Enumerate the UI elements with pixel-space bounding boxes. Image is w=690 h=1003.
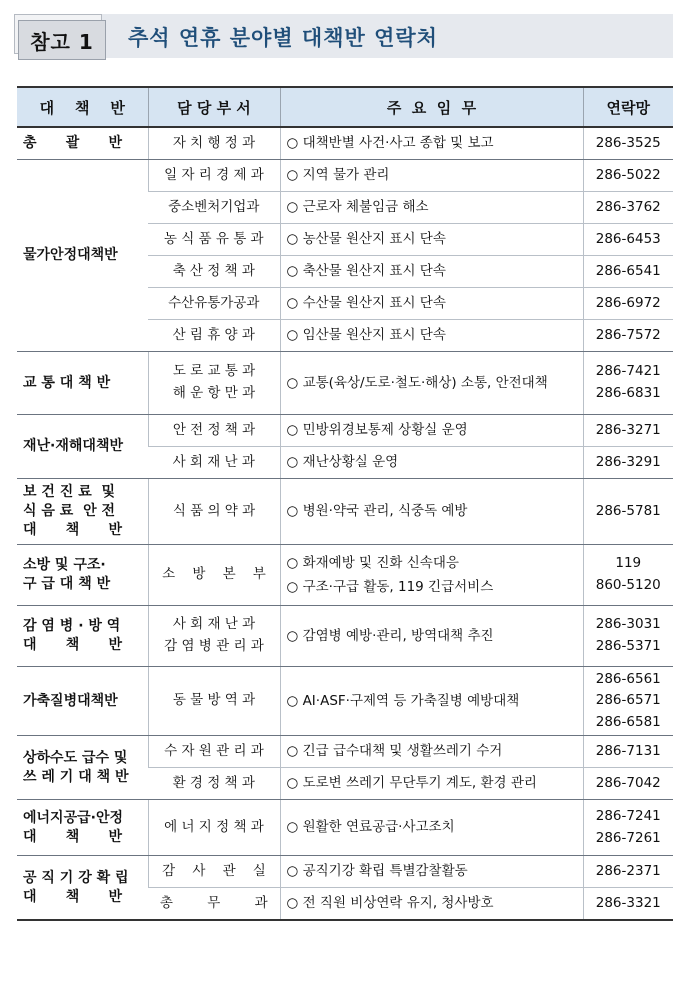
contact-cell <box>583 856 673 888</box>
cell-line: 286-6561 <box>595 670 661 687</box>
table-row <box>17 352 673 415</box>
cell-line: 환 경 정 책 과 <box>172 774 255 791</box>
duty-cell <box>280 320 583 352</box>
cell-line: 286-7241 <box>595 807 661 824</box>
cell-line: ○ 구조·구급 활동, 119 긴급서비스 <box>286 579 494 595</box>
duty-cell <box>280 800 583 856</box>
cell-line: 에너지공급·안정 <box>23 809 123 826</box>
cell-line: ○ 감염병 예방·관리, 방역대책 추진 <box>286 627 494 644</box>
duty-cell <box>280 288 583 320</box>
table-row <box>17 736 673 768</box>
cell-line: 286-6541 <box>595 262 661 279</box>
cell-line: 감 사 관 실 <box>162 862 266 879</box>
department-cell <box>148 352 280 415</box>
duty-cell <box>280 127 583 160</box>
contact-cell <box>583 479 673 545</box>
department-cell <box>148 320 280 352</box>
team-name-cell <box>17 127 148 160</box>
department-cell <box>148 606 280 667</box>
cell-line: 쓰 레 기 대 책 반 <box>23 768 129 785</box>
department-cell <box>148 888 280 921</box>
cell-line: 대 책 반 <box>23 828 123 845</box>
cell-line: 사 회 재 난 과 <box>172 616 256 633</box>
cell-line: 안 전 정 책 과 <box>172 421 256 438</box>
team-name-cell <box>17 606 148 667</box>
reference-badge: 참고 1 <box>18 20 106 60</box>
duty-cell <box>280 160 583 192</box>
cell-line: 286-6972 <box>595 294 661 311</box>
cell-line: 수산유통가공과 <box>168 294 260 311</box>
team-name-cell <box>17 479 148 545</box>
duty-cell <box>280 736 583 768</box>
contact-cell <box>583 160 673 192</box>
contact-cell <box>583 288 673 320</box>
table-row <box>17 160 673 192</box>
contact-cell <box>583 127 673 160</box>
department-cell <box>148 856 280 888</box>
duty-cell <box>280 224 583 256</box>
cell-line: 수 자 원 관 리 과 <box>164 742 264 759</box>
cell-line: ○ 교통(육상/도로·철도·해상) 소통, 안전대책 <box>286 374 548 391</box>
cell-line: ○ 재난상황실 운영 <box>286 454 399 471</box>
duty-cell <box>280 768 583 800</box>
cell-line: 286-7261 <box>595 829 661 846</box>
contact-cell <box>583 320 673 352</box>
contact-cell <box>583 768 673 800</box>
cell-line: ○ 축산물 원산지 표시 단속 <box>286 263 446 280</box>
department-cell <box>148 447 280 479</box>
contact-table <box>17 86 673 921</box>
team-name-cell <box>17 352 148 415</box>
cell-line: 감 염 병 관 리 과 <box>164 638 264 654</box>
cell-line: 해 운 항 만 과 <box>172 385 256 401</box>
cell-line: 286-5781 <box>595 502 661 519</box>
cell-line: 농 식 품 유 통 과 <box>163 230 264 247</box>
cell-line: 교 통 대 책 반 <box>23 374 111 391</box>
department-cell <box>148 415 280 447</box>
duty-cell <box>280 352 583 415</box>
cell-line: 286-3291 <box>595 453 661 470</box>
duty-cell <box>280 545 583 606</box>
cell-line: 동 물 방 역 과 <box>172 692 256 709</box>
cell-line: 공 직 기 강 확 립 <box>23 869 129 886</box>
table-row <box>17 479 673 545</box>
table-row <box>17 606 673 667</box>
cell-line: 도 로 교 통 과 <box>172 363 256 380</box>
team-name-cell <box>17 736 148 800</box>
department-cell <box>148 288 280 320</box>
department-cell <box>148 160 280 192</box>
cell-line: 286-5371 <box>595 638 661 654</box>
cell-line: 286-6453 <box>595 230 661 247</box>
cell-line: 286-7042 <box>595 774 661 791</box>
cell-line: ○ 농산물 원산지 표시 단속 <box>286 231 446 248</box>
cell-line: 자 치 행 정 과 <box>172 134 256 151</box>
cell-line: ○ 대책반별 사건·사고 종합 및 보고 <box>286 135 494 152</box>
cell-line: ○ 수산물 원산지 표시 단속 <box>286 295 446 312</box>
contact-cell <box>583 447 673 479</box>
department-cell <box>148 768 280 800</box>
cell-line: 재난·재해대책반 <box>23 438 123 455</box>
table-row <box>17 856 673 888</box>
table-row <box>17 667 673 736</box>
duty-cell <box>280 888 583 921</box>
cell-line: ○ AI·ASF·구제역 등 가축질병 예방대책 <box>286 692 520 709</box>
cell-line: 식 음 료 안 전 <box>23 503 115 520</box>
table-row <box>17 800 673 856</box>
cell-line: 286-3762 <box>595 198 661 215</box>
cell-line: ○ 도로변 쓰레기 무단투기 계도, 환경 관리 <box>286 775 537 792</box>
team-name-cell <box>17 160 148 352</box>
cell-line: 286-2371 <box>595 862 661 879</box>
table-row <box>17 545 673 606</box>
cell-line: 상하수도 급수 및 <box>23 749 128 766</box>
cell-line: 119 <box>615 555 642 572</box>
contact-cell <box>583 415 673 447</box>
cell-line: 구 급 대 책 반 <box>23 576 111 592</box>
team-name-cell <box>17 415 148 479</box>
contact-cell <box>583 352 673 415</box>
duty-cell <box>280 479 583 545</box>
cell-line: 286-7131 <box>595 742 661 759</box>
cell-line: 286-3525 <box>595 134 661 151</box>
cell-line: 소 방 본 부 <box>162 566 266 583</box>
column-header-department: 담 당 부 서 <box>148 87 280 127</box>
contact-cell <box>583 888 673 921</box>
table-body <box>17 127 673 920</box>
duty-cell <box>280 415 583 447</box>
cell-line: 대 책 반 <box>23 888 123 905</box>
cell-line: 286-6571 <box>595 692 661 709</box>
cell-line: 일 자 리 경 제 과 <box>164 166 264 183</box>
cell-line: 286-3321 <box>595 894 661 911</box>
cell-line: ○ 공직기강 확립 특별감찰활동 <box>286 863 468 880</box>
team-name-cell <box>17 667 148 736</box>
cell-line: ○ 임산물 원산지 표시 단속 <box>286 327 446 344</box>
department-cell <box>148 667 280 736</box>
cell-line: ○ 화재예방 및 진화 신속대응 <box>286 554 459 571</box>
cell-line: ○ 원활한 연료공급·사고조치 <box>286 819 455 836</box>
cell-line: 사 회 재 난 과 <box>172 453 255 470</box>
contact-cell <box>583 606 673 667</box>
team-name-cell <box>17 856 148 921</box>
cell-line: 총 괄 반 <box>23 135 123 152</box>
cell-line: 물가안정대책반 <box>23 247 118 264</box>
table-row <box>17 127 673 160</box>
contact-cell <box>583 800 673 856</box>
table-header-row <box>17 87 673 127</box>
team-name-cell <box>17 545 148 606</box>
contact-cell <box>583 192 673 224</box>
contact-cell <box>583 256 673 288</box>
duty-cell <box>280 856 583 888</box>
cell-line: 가축질병대책반 <box>23 692 118 709</box>
cell-line: 286-7572 <box>595 326 661 343</box>
team-name-cell <box>17 800 148 856</box>
cell-line: 에 너 지 정 책 과 <box>164 818 264 835</box>
cell-line: 총 무 과 <box>159 894 268 911</box>
cell-line: 286-3031 <box>595 616 661 633</box>
column-header-contact: 연락망 <box>583 87 673 127</box>
cell-line: ○ 민방위경보통제 상황실 운영 <box>286 422 468 439</box>
cell-line: 축 산 정 책 과 <box>172 262 255 279</box>
cell-line: ○ 전 직원 비상연락 유지, 청사방호 <box>286 895 494 912</box>
duty-cell <box>280 256 583 288</box>
column-header-team: 대 책 반 <box>17 87 148 127</box>
cell-line: 대 책 반 <box>23 521 123 538</box>
cell-line: 286-3271 <box>595 421 661 438</box>
cell-line: 286-7421 <box>595 363 661 380</box>
department-cell <box>148 479 280 545</box>
cell-line: 286-6831 <box>595 385 661 401</box>
cell-line: 산 림 휴 양 과 <box>172 326 255 343</box>
contact-cell <box>583 545 673 606</box>
cell-line: 860-5120 <box>595 577 661 593</box>
page-title: 추석 연휴 분야별 대책반 연락처 <box>128 26 438 50</box>
cell-line: 286-5022 <box>595 166 661 183</box>
department-cell <box>148 127 280 160</box>
contact-cell <box>583 736 673 768</box>
duty-cell <box>280 606 583 667</box>
cell-line: ○ 긴급 급수대책 및 생활쓰레기 수거 <box>286 743 503 760</box>
cell-line: 대 책 반 <box>23 637 123 653</box>
column-header-duty: 주 요 임 무 <box>280 87 583 127</box>
duty-cell <box>280 447 583 479</box>
cell-line: 286-6581 <box>595 713 661 730</box>
contact-cell <box>583 224 673 256</box>
duty-cell <box>280 667 583 736</box>
cell-line: 식 품 의 약 과 <box>172 502 256 519</box>
cell-line: ○ 지역 물가 관리 <box>286 167 390 184</box>
cell-line: 소방 및 구조· <box>23 557 106 574</box>
cell-line: ○ 병원·약국 관리, 식중독 예방 <box>286 503 468 520</box>
table-row <box>17 415 673 447</box>
cell-line: 보 건 진 료 및 <box>23 484 115 501</box>
contact-cell <box>583 667 673 736</box>
department-cell <box>148 256 280 288</box>
department-cell <box>148 800 280 856</box>
department-cell <box>148 545 280 606</box>
department-cell <box>148 192 280 224</box>
duty-cell <box>280 192 583 224</box>
cell-line: ○ 근로자 체불임금 해소 <box>286 199 429 216</box>
cell-line: 감 염 병 · 방 역 <box>23 618 121 635</box>
cell-line: 중소벤처기업과 <box>168 198 260 215</box>
department-cell <box>148 736 280 768</box>
department-cell <box>148 224 280 256</box>
